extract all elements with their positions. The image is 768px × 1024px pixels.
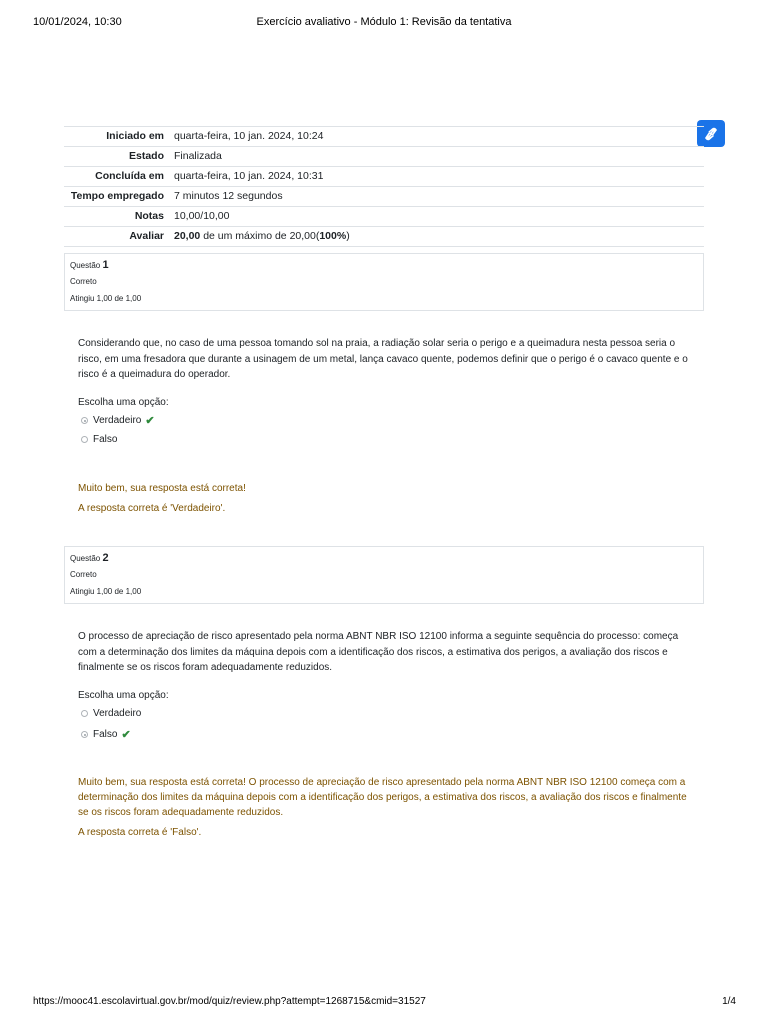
summary-label: Tempo empregado bbox=[64, 187, 170, 207]
question-number bbox=[70, 552, 109, 564]
print-header bbox=[0, 16, 768, 30]
summary-row-grade bbox=[64, 227, 704, 247]
question-state: Correto bbox=[70, 570, 97, 579]
summary-row-started bbox=[64, 127, 704, 147]
question-2-prompt: Escolha uma opção: bbox=[78, 690, 169, 701]
radio-button[interactable] bbox=[81, 710, 88, 717]
grade-close: ) bbox=[346, 230, 350, 242]
print-page-number: 1/4 bbox=[722, 996, 736, 1007]
question-label: Questão bbox=[70, 554, 101, 563]
summary-value: Finalizada bbox=[170, 147, 704, 167]
summary-value: quarta-feira, 10 jan. 2024, 10:24 bbox=[170, 127, 704, 147]
summary-row-marks bbox=[64, 207, 704, 227]
question-2-text: O processo de apreciação de risco apresentado pela norma ABNT NBR ISO 12100 informa a seguinte sequência do processo: começa com a determinação dos limites da máquina depois com a identificação dos riscos, a estimativa dos perigos, a avaliação dos riscos e finalmente se os riscos foram adequadamente reduzidos. bbox=[78, 631, 679, 673]
summary-value: quarta-feira, 10 jan. 2024, 10:31 bbox=[170, 167, 704, 187]
radio-button[interactable] bbox=[81, 436, 88, 443]
summary-label: Iniciado em bbox=[64, 127, 170, 147]
option-label: Falso bbox=[93, 729, 118, 740]
question-grade: Atingiu 1,00 de 1,00 bbox=[70, 294, 142, 303]
question-2-right-answer: A resposta correta é 'Falso'. bbox=[78, 827, 202, 838]
grade-percent: 100% bbox=[319, 230, 347, 242]
sign-language-hands-icon bbox=[702, 126, 720, 142]
summary-label: Concluída em bbox=[64, 167, 170, 187]
summary-label: Notas bbox=[64, 207, 170, 227]
question-number bbox=[70, 259, 109, 271]
checkmark-icon: ✔ bbox=[145, 415, 155, 427]
summary-label: Estado bbox=[64, 147, 170, 167]
question-1-right-answer: A resposta correta é 'Verdadeiro'. bbox=[78, 503, 226, 514]
radio-button[interactable] bbox=[81, 731, 88, 738]
option-label: Verdadeiro bbox=[93, 708, 142, 719]
summary-row-completed bbox=[64, 167, 704, 187]
print-page-title: Exercício avaliativo - Módulo 1: Revisão da tentativa bbox=[256, 16, 512, 28]
question-2-feedback: Muito bem, sua resposta está correta! O processo de apreciação de risco apresentado pela norma ABNT NBR ISO 12100 começa com a determinação dos limites da máquina depois com a identificação dos perigos, a estimativa dos riscos, a avaliação dos riscos e finalmente se os riscos foram adequadamente reduzidos. bbox=[78, 777, 687, 818]
print-datetime: 10/01/2024, 10:30 bbox=[33, 16, 122, 28]
question-number-value: 1 bbox=[102, 259, 109, 271]
option-label: Verdadeiro bbox=[93, 415, 142, 426]
question-number-value: 2 bbox=[102, 552, 109, 564]
question-label: Questão bbox=[70, 261, 101, 270]
summary-value: 7 minutos 12 segundos bbox=[170, 187, 704, 207]
question-1-prompt: Escolha uma opção: bbox=[78, 397, 169, 408]
grade-score: 20,00 bbox=[174, 230, 201, 242]
question-2-option-false[interactable] bbox=[81, 728, 131, 741]
question-1-text: Considerando que, no caso de uma pessoa tomando sol na praia, a radiação solar seria o perigo e a queimadura nesta pessoa seria o risco, em uma fresadora que durante a usinagem de um metal, lança cavaco quente, podemos definir que o perigo é o cavaco quente e o risco é a queimadura do operador. bbox=[78, 338, 688, 380]
summary-row-state bbox=[64, 147, 704, 167]
question-1-option-false[interactable] bbox=[81, 434, 117, 445]
question-1-option-true[interactable] bbox=[81, 414, 155, 427]
option-label: Falso bbox=[93, 434, 118, 445]
print-url: https://mooc41.escolavirtual.gov.br/mod/quiz/review.php?attempt=1268715&cmid=31527 bbox=[33, 996, 426, 1007]
summary-value: 10,00/10,00 bbox=[170, 207, 704, 227]
question-2-info bbox=[64, 546, 704, 604]
question-1-feedback: Muito bem, sua resposta está correta! bbox=[78, 483, 246, 494]
question-2-option-true[interactable] bbox=[81, 708, 141, 719]
question-grade: Atingiu 1,00 de 1,00 bbox=[70, 587, 142, 596]
summary-row-time-taken bbox=[64, 187, 704, 207]
question-1-info bbox=[64, 253, 704, 311]
summary-grade-value bbox=[170, 227, 704, 247]
attempt-summary-table bbox=[64, 126, 704, 247]
radio-button[interactable] bbox=[81, 417, 88, 424]
grade-max-text: de um máximo de 20,00( bbox=[200, 230, 320, 242]
question-state: Correto bbox=[70, 277, 97, 286]
summary-label: Avaliar bbox=[64, 227, 170, 247]
checkmark-icon: ✔ bbox=[121, 729, 131, 741]
